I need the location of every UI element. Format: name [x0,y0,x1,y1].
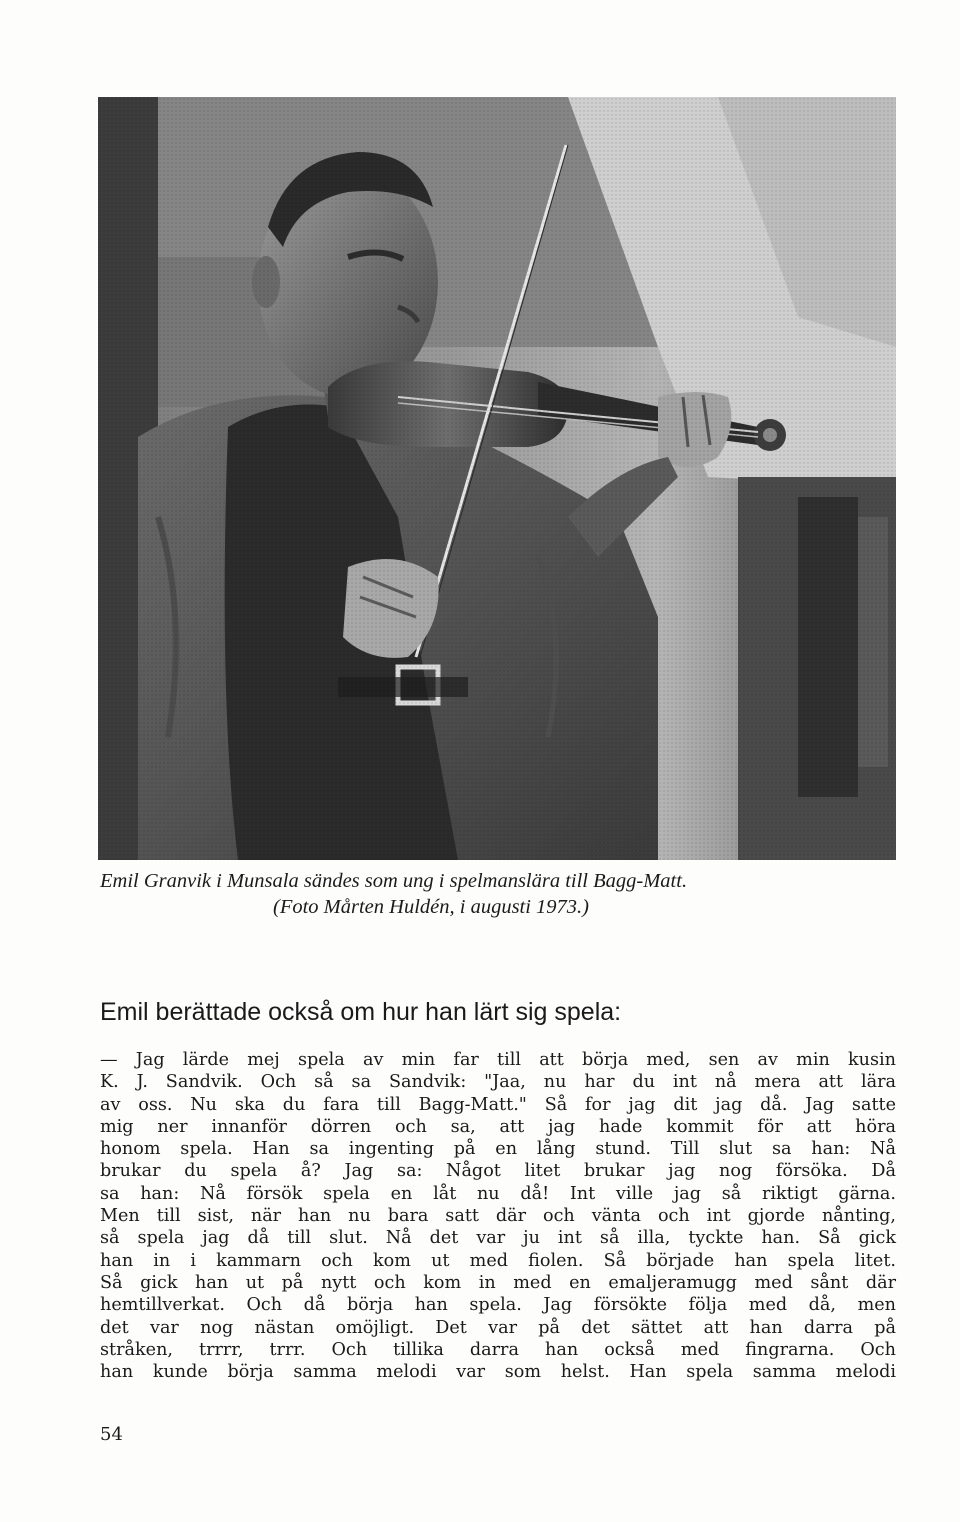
caption-line-1: Emil Granvik i Munsala sändes som ung i spelmanslära till Bagg-Matt. [100,870,688,892]
body-line: av oss. Nu ska du fara till Bagg-Matt." Så for jag dit jag då. Jag satte [100,1094,896,1115]
body-line: hemtillverkat. Och då börja han spela. Jag försökte följa med då, men [100,1295,896,1316]
body-line: så spela jag då till slut. Nå det var ju int så illa, tyckte han. Så gick [100,1228,896,1249]
body-line: K. J. Sandvik. Och så sa Sandvik: "Jaa, nu har du int nå mera att lära [100,1072,896,1093]
body-paragraph [100,1049,896,1383]
caption-line-2: (Foto Mårten Huldén, i augusti 1973.) [273,896,590,918]
body-line: honom spela. Han sa ingenting på en lång stund. Till slut sa han: Nå [100,1139,896,1160]
body-line: mig ner innanför dörren och sa, att jag hade kommit för att höra [100,1116,896,1137]
body-line: han in i kammarn och kom ut med fiolen. Så började han spela litet. [100,1250,896,1271]
body-line: Så gick han ut på nytt och kom in med en emaljeramugg med sånt där [100,1272,896,1293]
page-number: 54 [100,1424,123,1445]
violinist-photo-image [98,97,896,860]
body-line: — Jag lärde mej spela av min far till att börja med, sen av min kusin [100,1050,896,1070]
body-line: det var nog nästan omöjligt. Det var på det sättet att han darra på [100,1317,896,1338]
body-line: stråken, trrrr, trrr. Och tillika darra han också med fingrarna. Och [100,1339,896,1360]
photo-caption [100,868,900,920]
photograph-violinist [98,97,896,860]
body-line: han kunde börja samma melodi var som helst. Han spela samma melodi [100,1362,896,1383]
body-line: brukar du spela å? Jag sa: Något litet brukar jag nog försöka. Då [100,1161,896,1182]
body-line: Men till sist, när han nu bara satt där och vänta och int gjorde nånting, [100,1206,896,1227]
section-heading: Emil berättade också om hur han lärt sig spela: [100,998,622,1026]
body-line: sa han: Nå försök spela en låt nu då! Int ville jag så riktigt gärna. [100,1183,896,1204]
